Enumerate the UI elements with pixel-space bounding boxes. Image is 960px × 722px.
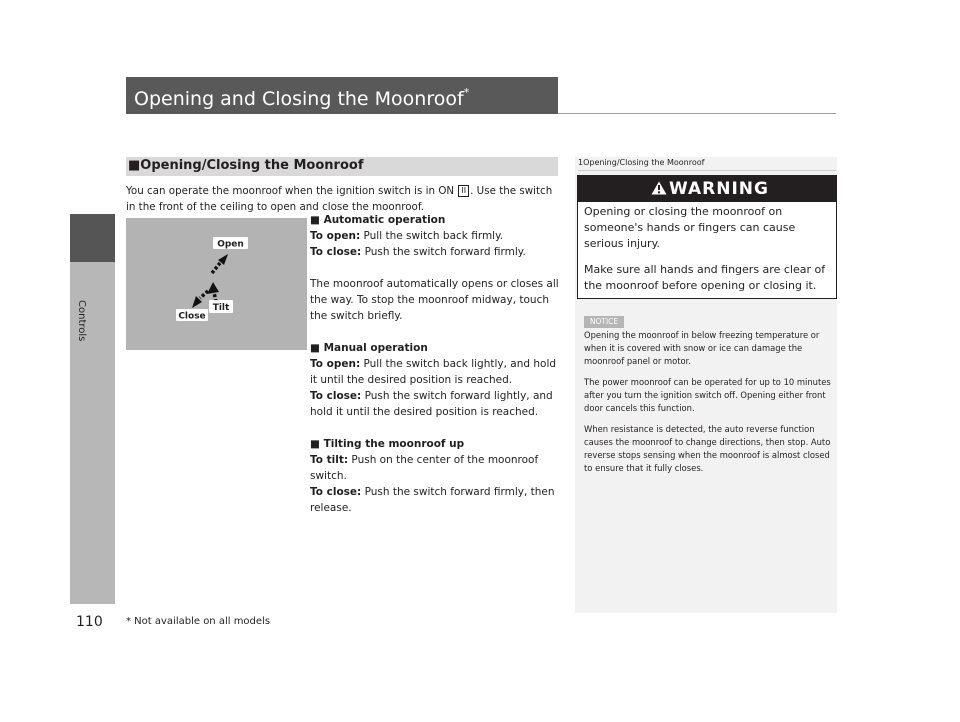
switch-diagram: [126, 218, 307, 350]
notice-badge: NOTICE: [584, 316, 624, 328]
moonroof-switch-figure: [126, 218, 307, 350]
automatic-note: The moonroof automatically opens or closes all the way. To stop the moonroof midway, touch the switch briefly.: [310, 278, 559, 322]
operation-instructions: [310, 212, 560, 516]
tilt-instruction-label: To tilt:: [310, 454, 349, 466]
title-footnote-marker: *: [463, 86, 470, 99]
notice-paragraph-2: The power moonroof can be operated for up to 10 minutes after you turn the ignition switch off. Opening either front door cancels this function.: [584, 377, 831, 413]
tilt-instruction-text: Push on the center of the moonroof switch.: [310, 454, 539, 482]
side-tab: [70, 214, 115, 604]
automatic-close: [310, 244, 560, 260]
notice-paragraph-3: When resistance is detected, the auto reverse function causes the moonroof to change directions, then stop. Auto reverse stops sensing when the moonroof is almost closed to ensure that it fully closes.: [584, 424, 831, 473]
ignition-key-symbol: II: [458, 185, 469, 197]
page-title: [134, 88, 469, 110]
spacer: [310, 260, 560, 276]
warning-title: [610, 179, 810, 199]
open-arrow-icon: [212, 254, 228, 273]
spacer: [310, 420, 560, 436]
page-number: 110: [76, 614, 103, 630]
section-title: ■Opening/Closing the Moonroof: [128, 158, 364, 173]
automatic-close-label: To close:: [310, 246, 362, 258]
footnote: * Not available on all models: [126, 616, 271, 627]
close-arrow-icon: [192, 291, 208, 308]
warning-body: [584, 204, 832, 304]
spacer: [310, 324, 560, 340]
warning-triangle-icon: [651, 181, 667, 195]
manual-open: [310, 356, 560, 388]
automatic-open: [310, 228, 560, 244]
close-label: Close: [178, 311, 206, 322]
sidebar-ref-icon: 1: [578, 158, 584, 167]
page-title-text: Opening and Closing the Moonroof: [134, 88, 464, 110]
manual-close: [310, 388, 560, 420]
open-label: Open: [217, 239, 244, 250]
warning-title-text: WARNING: [669, 179, 769, 199]
manual-open-label: To open:: [310, 358, 361, 370]
title-rule: [558, 113, 836, 114]
tilt-close-text: Push the switch forward firmly, then release.: [310, 486, 555, 514]
sidebar-heading-rule: [578, 170, 836, 171]
tilt-close-label: To close:: [310, 486, 362, 498]
tilt-close: [310, 484, 560, 516]
sidebar-heading: [578, 158, 836, 170]
warning-paragraph-1: Opening or closing the moonroof on someone's hands or fingers can cause serious injury.: [584, 205, 796, 250]
manual-open-text: Pull the switch back lightly, and hold it until the desired position is reached.: [310, 358, 557, 386]
notice-body: [584, 329, 832, 483]
tilt-heading: ■ Tilting the moonroof up: [310, 438, 465, 450]
tilt-instruction: [310, 452, 560, 484]
notice-paragraph-1: Opening the moonroof in below freezing temperature or when it is covered with snow or ice can damage the moonroof panel or motor.: [584, 330, 820, 366]
automatic-open-label: To open:: [310, 230, 361, 242]
manual-heading: ■ Manual operation: [310, 342, 428, 354]
intro-paragraph: [126, 183, 558, 215]
sidebar-heading-text: Opening/Closing the Moonroof: [583, 158, 705, 167]
side-tab-label: Controls: [76, 300, 87, 342]
automatic-open-text: Pull the switch back firmly.: [360, 230, 504, 242]
intro-text-2: . Use the switch in the front of the ceiling to open and close the moonroof.: [126, 185, 553, 213]
manual-close-label: To close:: [310, 390, 362, 402]
warning-paragraph-2: Make sure all hands and fingers are clear of the moonroof before opening or closing it.: [584, 263, 826, 292]
tilt-label: Tilt: [212, 303, 230, 313]
manual-close-text: Push the switch forward lightly, and hold it until the desired position is reached.: [310, 390, 553, 418]
automatic-close-text: Push the switch forward firmly.: [361, 246, 526, 258]
automatic-heading: ■ Automatic operation: [310, 214, 446, 226]
intro-text-1: You can operate the moonroof when the ignition switch is in ON: [126, 185, 455, 197]
side-tab-marker: [70, 214, 115, 262]
